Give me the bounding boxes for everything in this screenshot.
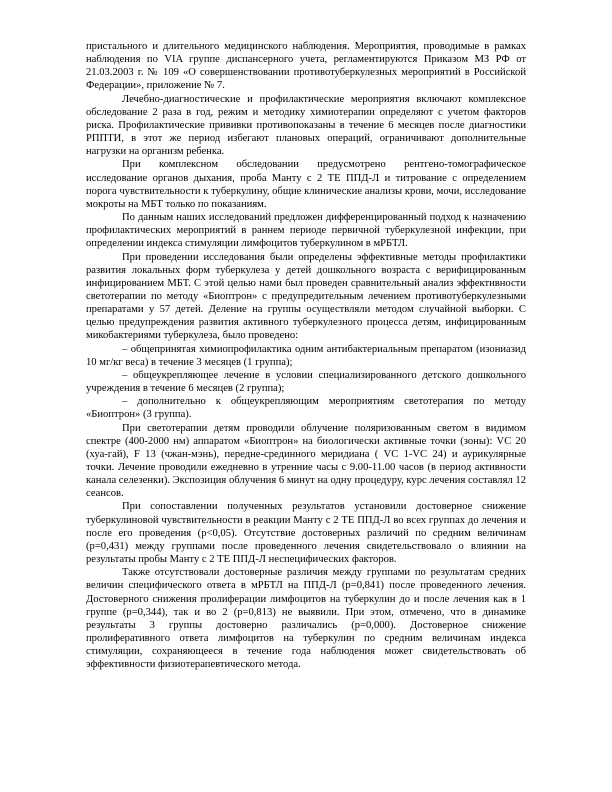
paragraph-8: Также отсутствовали достоверные различия между группами по результатам средних величин специфического ответа в мРБТЛ на ППД-Л (p=0,841) после проведенного лечения. Достоверного снижения пролиферации лимфоцитов на туберкулин до и после лечения как в 1 группе (p=0,344), так и во 2 (p=0,813) не выявили. При этом, отмечено, что в динамике результаты 3 группы достоверно различались (p=0,000). Достоверное снижение пролиферативного ответа лимфоцитов на туберкулин по средним величинам индекса стимуляции, сохраняющееся в течение года наблюдения может свидетельствовать об эффективности физиотерапевтического метода. bbox=[86, 567, 526, 671]
paragraph-3: При комплексном обследовании предусмотрено рентгено-томографическое исследование органов дыхания, проба Манту с 2 ТЕ ППД-Л и титрование с определением порога чувствительности к туберкулину, общие клинические анализы крови, мочи, исследование мокроты на МБТ только по показаниям. bbox=[86, 159, 526, 210]
list-item-group-3: – дополнительно к общеукрепляющим мероприятиям светотерапия по методу «Биоптрон» (3 группа). bbox=[86, 396, 526, 421]
document-page bbox=[86, 40, 526, 672]
paragraph-1: пристального и длительного медицинского наблюдения. Мероприятия, проводимые в рамках наблюдения по VIA группе диспансерного учета, регламентируются Приказом МЗ РФ от 21.03.2003 г. № 109 «О совершенствовании противотуберкулезных мероприятий в Российской Федерации», приложение № 7. bbox=[86, 41, 526, 92]
paragraph-2: Лечебно-диагностические и профилактические мероприятия включают комплексное обследование 2 раза в год, режим и методику химиотерапии определяют с учетом факторов риска. Профилактические прививки противопоказаны в течение 6 месяцев после диагностики РППТИ, в этот же период избегают плановых операций, ограничивают дополнительные нагрузки на организм ребенка. bbox=[86, 93, 526, 158]
paragraph-4: По данным наших исследований предложен дифференцированный подход к назначению профилактических мероприятий в раннем периоде первичной туберкулезной инфекции, при определении индекса стимуляции лимфоцитов туберкулином в мРБТЛ. bbox=[86, 212, 526, 250]
paragraph-6: При светотерапии детям проводили облучение поляризованным светом в видимом спектре (400-2000 нм) аппаратом «Биоптрон» на биологически активные точки (зоны): VC 20 (хуа-гай), F 13 (чжан-мэнь), передне-срединного меридиана ( VC 1-VC 24) и аурикулярные точки. Лечение проводили ежедневно в утренние часы с 9.00-11.00 часов (в период активности канала селезенки). Экспозиция облучения 6 минут на одну процедуру, курс лечения составлял 12 сеансов. bbox=[86, 422, 526, 500]
paragraph-7: При сопоставлении полученных результатов установили достоверное снижение туберкулиновой чувствительности в реакции Манту с 2 ТЕ ППД-Л во всех группах до лечения и после его проведения (p<0,05). Отсутствие достоверных различий по средним величинам (p=0,431) между группами после проведенного лечения свидетельствовало о влиянии на результаты пробы Манту с 2 ТЕ ППД-Л неспецифических факторов. bbox=[86, 501, 526, 566]
paragraph-5: При проведении исследования были определены эффективные методы профилактики развития локальных форм туберкулеза у детей дошкольного возраста с верифицированным инфицированием МБТ. С этой целью нами был проведен сравнительный анализ эффективности светотерапии по методу «Биоптрон» с предупредительным лечением противотуберкулезными препаратами у 57 детей. Деление на группы осуществляли методом случайной выборки. С целью предупреждения развития активного туберкулезного процесса детям, инфицированным микобактериями туберкулеза, было проведено: bbox=[86, 251, 526, 342]
list-item-group-2: – общеукрепляющее лечение в условии специализированного детского дошкольного учреждения в течение 6 месяцев (2 группа); bbox=[86, 369, 526, 395]
list-item-group-1: – общепринятая химиопрофилактика одним антибактериальным препаратом (изониазид 10 мг/кг веса) в течение 3 месяцев (1 группа); bbox=[86, 343, 526, 368]
